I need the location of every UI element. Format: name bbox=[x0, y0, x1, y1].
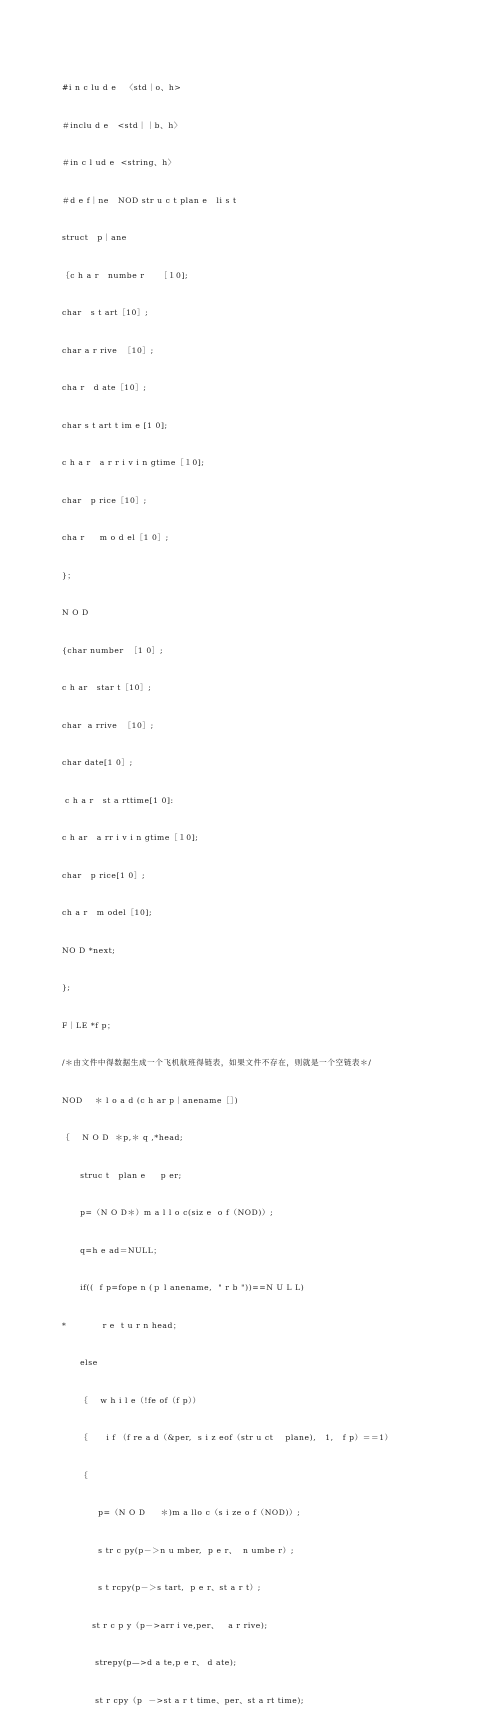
code-line: /＊由文件中得数据生成一个飞机航班得链表，如果文件不存在，则就是一个空链表＊/ bbox=[62, 1058, 372, 1067]
code-line: c h a r st a rttime[1 0]: bbox=[62, 795, 174, 805]
code-line: ch a r m odel［10]; bbox=[62, 908, 153, 917]
code-line: char a r rive ［10］; bbox=[62, 345, 154, 355]
code-line: strepy(p—>d a te,p e r、 d ate); bbox=[62, 1658, 237, 1667]
code-line: #i n c lu d e 〈std｜o、h> bbox=[62, 83, 182, 92]
code-listing bbox=[62, 57, 482, 1732]
code-line: ＃in c l ud e <string、h〉 bbox=[62, 158, 176, 167]
code-line: NO D *next; bbox=[62, 945, 116, 955]
code-line: p=（N O D ＊)m a llo c（s i ze o f（NOD)）; bbox=[62, 1508, 301, 1517]
code-line: char p rice[1 0］; bbox=[62, 870, 146, 880]
code-line: ＃d e f｜ne NOD str u c t plan e li s t bbox=[62, 195, 237, 205]
code-line: c h ar star t［10］; bbox=[62, 683, 152, 692]
code-line: q=h e ad＝NULL； bbox=[62, 1245, 162, 1255]
code-line: ｛c h a r numbe r ［１0]; bbox=[62, 270, 189, 280]
code-line: c h ar a rr i v i n gtime［１0]; bbox=[62, 833, 199, 842]
code-line: }; bbox=[62, 983, 71, 992]
code-line: st r c p y（p－>arr i ve,per、 a r rive); bbox=[62, 1620, 268, 1630]
code-line: char p rice［10］; bbox=[62, 495, 147, 505]
code-line: char s t art t im e [1 0]; bbox=[62, 420, 168, 430]
code-line: if(( f p=fope n (ｐ l anename, " r b "))==N U L L) bbox=[62, 1283, 305, 1292]
code-line: ｛ bbox=[62, 1470, 89, 1480]
code-line: struc t plan e p er; bbox=[62, 1170, 182, 1180]
code-line: }； bbox=[62, 570, 76, 580]
code-line: struct p｜ane bbox=[62, 233, 127, 242]
code-line: else bbox=[62, 1358, 98, 1367]
code-line: c h a r a r r i v i n gtime［１0]; bbox=[62, 458, 205, 467]
code-line: ｛ i f （f re a d（&per, s i z eof（str u ct plane), 1, f p）＝＝1） bbox=[62, 1433, 393, 1442]
code-line: ｛ w h i l e（!fe of（f p）） bbox=[62, 1395, 201, 1405]
code-line: char a rrive ［10］; bbox=[62, 720, 154, 730]
code-line: NOD ＊ l o a d (c h ar p｜anename［］) bbox=[62, 1095, 239, 1105]
code-line: {char number ［1 0］; bbox=[62, 645, 164, 655]
code-line: s t rcpy(p－＞s tart, p e r、st a r t）; bbox=[62, 1583, 261, 1592]
code-line: F｜LE *f p； bbox=[62, 1020, 116, 1030]
code-line: * r e t u r n head； bbox=[62, 1320, 182, 1330]
code-line: st r cpy（p －>st a r t time、per、st a rt time); bbox=[62, 1695, 305, 1705]
code-line: ＃inclu d e <std｜｜b、h〉 bbox=[62, 120, 183, 130]
code-line: ｛ N O D ＊p,＊ q ,*head; bbox=[62, 1133, 184, 1142]
code-line: cha r m o d el［1 0］; bbox=[62, 533, 169, 542]
code-line: cha r d ate［10］; bbox=[62, 383, 147, 392]
code-line: N O D bbox=[62, 608, 89, 617]
code-line: p=（N O D＊）m a l l o c(siz e o f（NOD)）; bbox=[62, 1208, 274, 1217]
code-line: s tr c py(p－＞n u mber, p e r、 n umbe r）; bbox=[62, 1545, 294, 1555]
code-line: char date[1 0］; bbox=[62, 758, 133, 767]
code-line: char s t art［10］; bbox=[62, 308, 149, 317]
